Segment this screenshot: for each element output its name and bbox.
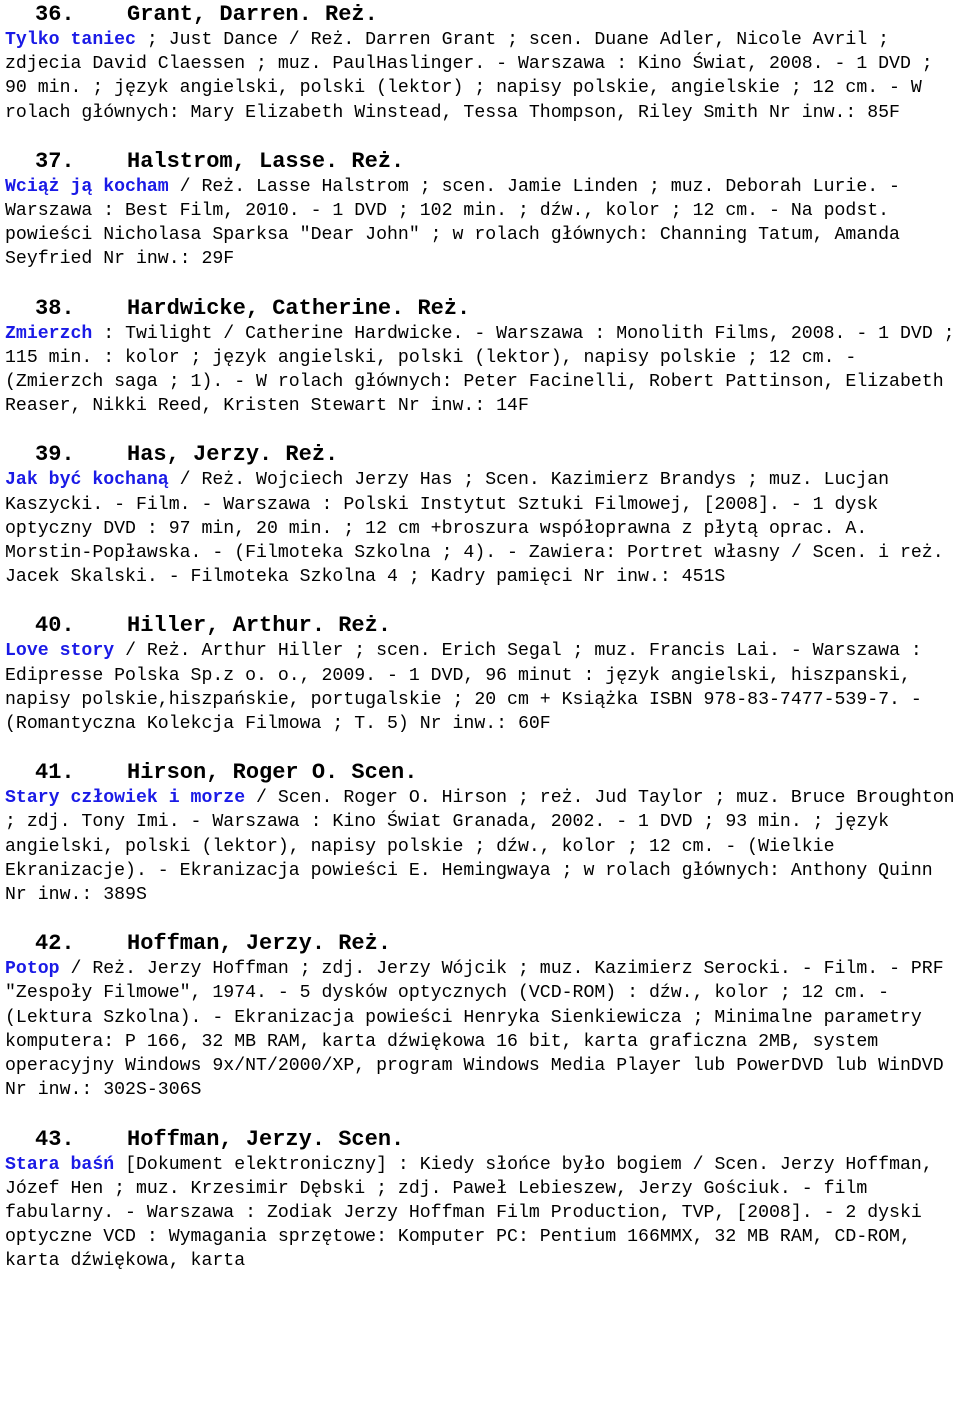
catalog-entry-39: [5, 418, 960, 589]
entry-number: 39.: [35, 442, 75, 468]
entry-heading: [5, 296, 960, 322]
entry-author: Hardwicke, Catherine. Reż.: [127, 295, 471, 321]
entry-description: [5, 957, 960, 1102]
entry-heading: [5, 760, 960, 786]
entry-number: 38.: [35, 295, 75, 321]
catalog-entry-38: [5, 272, 960, 419]
entry-author: Halstrom, Lasse. Reż.: [127, 148, 405, 174]
entry-title-link[interactable]: Jak być kochaną: [5, 470, 169, 491]
entry-description: [5, 322, 960, 419]
entry-heading: [5, 1127, 960, 1153]
catalog-entry-43: [5, 1103, 960, 1274]
entry-description: [5, 468, 960, 589]
entry-text: / Reż. Wojciech Jerzy Has ; Scen. Kazimierz Brandys ; muz. Lucjan Kaszycki. - Film. - Warszawa : Polski Instytut Sztuki Filmowej, [2008]. - 1 dysk optyczny DVD : 97 min, 20 min. ; 12 cm +broszura współoprawna z płytą oprac. A. Morstin-Popławska. - (Filmoteka Szkolna ; 4). - Zawiera: Portret własny / Scen. i reż. Jacek Skalski. - Filmoteka Szkolna 4 ; Kadry pamięci Nr inw.: 451S: [5, 470, 944, 588]
entry-number: 42.: [35, 931, 75, 957]
entry-number: 41.: [35, 760, 75, 786]
entry-heading: [5, 442, 960, 468]
entry-text: [Dokument elektroniczny] : Kiedy słońce było bogiem / Scen. Jerzy Hoffman, Józef Hen ; muz. Krzesimir Dębski ; zdj. Paweł Lebieszew, Jerzy Gościuk. - film fabularny. - Warszawa : Zodiak Jerzy Hoffman Film Production, TVP, [2008]. - 2 dyski optyczne VCD : Wymagania sprzętowe: Komputer PC: Pentium 166MMX, 32 MB RAM, CD-ROM, karta dźwiękowa, karta: [5, 1154, 933, 1272]
entry-text: ; Just Dance / Reż. Darren Grant ; scen. Duane Adler, Nicole Avril ; zdjecia David Claessen ; muz. PaulHaslinger. - Warszawa : Kino Świat, 2008. - 1 DVD ; 90 min. ; język angielski, polski (lektor) ; napisy polskie, angielskie ; 12 cm. - W rolach głównych: Mary Elizabeth Winstead, Tessa Thompson, Riley Smith Nr inw.: 85F: [5, 30, 933, 123]
entry-title-link[interactable]: Stary człowiek i morze: [5, 788, 246, 809]
entry-number: 37.: [35, 148, 75, 174]
entry-title-link[interactable]: Love story: [5, 641, 115, 662]
entry-number: 40.: [35, 613, 75, 639]
catalog-entry-36: [5, 0, 960, 125]
entry-title-link[interactable]: Wciąż ją kocham: [5, 176, 169, 197]
entry-description: [5, 1153, 960, 1274]
entry-text: / Scen. Roger O. Hirson ; reż. Jud Taylor ; muz. Bruce Broughton ; zdj. Tony Imi. - Warszawa : Kino Świat Granada, 2002. - 1 DVD ; 93 min. ; język angielski, polski (lektor), napisy polskie ; dźw., kolor ; 12 cm. - (Wielkie Ekranizacje). - Ekranizacja powieści E. Hemingwaya ; w rolach głównych: Anthony Quinn Nr inw.: 389S: [5, 788, 955, 906]
entry-heading: [5, 149, 960, 175]
entry-author: Has, Jerzy. Reż.: [127, 442, 339, 468]
entry-heading: [5, 2, 960, 28]
entry-description: [5, 786, 960, 907]
entry-title-link[interactable]: Potop: [5, 959, 60, 980]
catalog-entry-41: [5, 736, 960, 907]
entry-author: Hoffman, Jerzy. Scen.: [127, 1126, 405, 1152]
entry-title-link[interactable]: Zmierzch: [5, 323, 93, 344]
entry-title-link[interactable]: Stara baśń: [5, 1154, 115, 1175]
entry-author: Grant, Darren. Reż.: [127, 2, 378, 27]
catalog-entry-40: [5, 589, 960, 736]
entry-description: [5, 175, 960, 272]
entry-author: Hiller, Arthur. Reż.: [127, 613, 392, 639]
entry-title-link[interactable]: Tylko taniec: [5, 30, 136, 50]
entry-text: : Twilight / Catherine Hardwicke. - Warszawa : Monolith Films, 2008. - 1 DVD ; 115 min. : kolor ; język angielski, polski (lektor), napisy polskie ; 12 cm. - (Zmierzch saga ; 1). - W rolach głównych: Peter Facinelli, Robert Pattinson, Elizabeth Reaser, Nikki Reed, Kristen Stewart Nr inw.: 14F: [5, 323, 955, 417]
entry-description: [5, 28, 960, 125]
entry-number: 43.: [35, 1126, 75, 1152]
entry-description: [5, 639, 960, 736]
catalog-entry-37: [5, 125, 960, 272]
entry-text: / Reż. Arthur Hiller ; scen. Erich Segal ; muz. Francis Lai. - Warszawa : Edipresse Polska Sp.z o. o., 2009. - 1 DVD, 96 minut : język angielski, hiszpanski, napisy polskie,hiszpańskie, portugalskie ; 20 cm + Książka ISBN 978-83-7477-539-7. - (Romantyczna Kolekcja Filmowa ; T. 5) Nr inw.: 60F: [5, 641, 922, 735]
catalog-entry-42: [5, 907, 960, 1102]
entry-text: / Reż. Jerzy Hoffman ; zdj. Jerzy Wójcik ; muz. Kazimierz Serocki. - Film. - PRF "Zespoły Filmowe", 1974. - 5 dysków optycznych (VCD-ROM) : dźw., kolor ; 12 cm. - (Lektura Szkolna). - Ekranizacja powieści Henryka Sienkiewicza ; Minimalne parametry komputera: P 166, 32 MB RAM, karta dźwiękowa 16 bit, karta graficzna 2MB, system operacyjny Windows 9x/NT/2000/XP, program Windows Media Player lub PowerDVD lub WinDVD Nr inw.: 302S-306S: [5, 959, 944, 1101]
entry-text: / Reż. Lasse Halstrom ; scen. Jamie Linden ; muz. Deborah Lurie. - Warszawa : Best Film, 2010. - 1 DVD ; 102 min. ; dźw., kolor ; 12 cm. - Na podst. powieści Nicholasa Sparksa "Dear John" ; w rolach głównych: Channing Tatum, Amanda Seyfried Nr inw.: 29F: [5, 176, 900, 270]
entry-number: 36.: [35, 2, 75, 27]
entry-author: Hoffman, Jerzy. Reż.: [127, 931, 392, 957]
entry-heading: [5, 613, 960, 639]
entry-heading: [5, 931, 960, 957]
entry-author: Hirson, Roger O. Scen.: [127, 760, 418, 786]
